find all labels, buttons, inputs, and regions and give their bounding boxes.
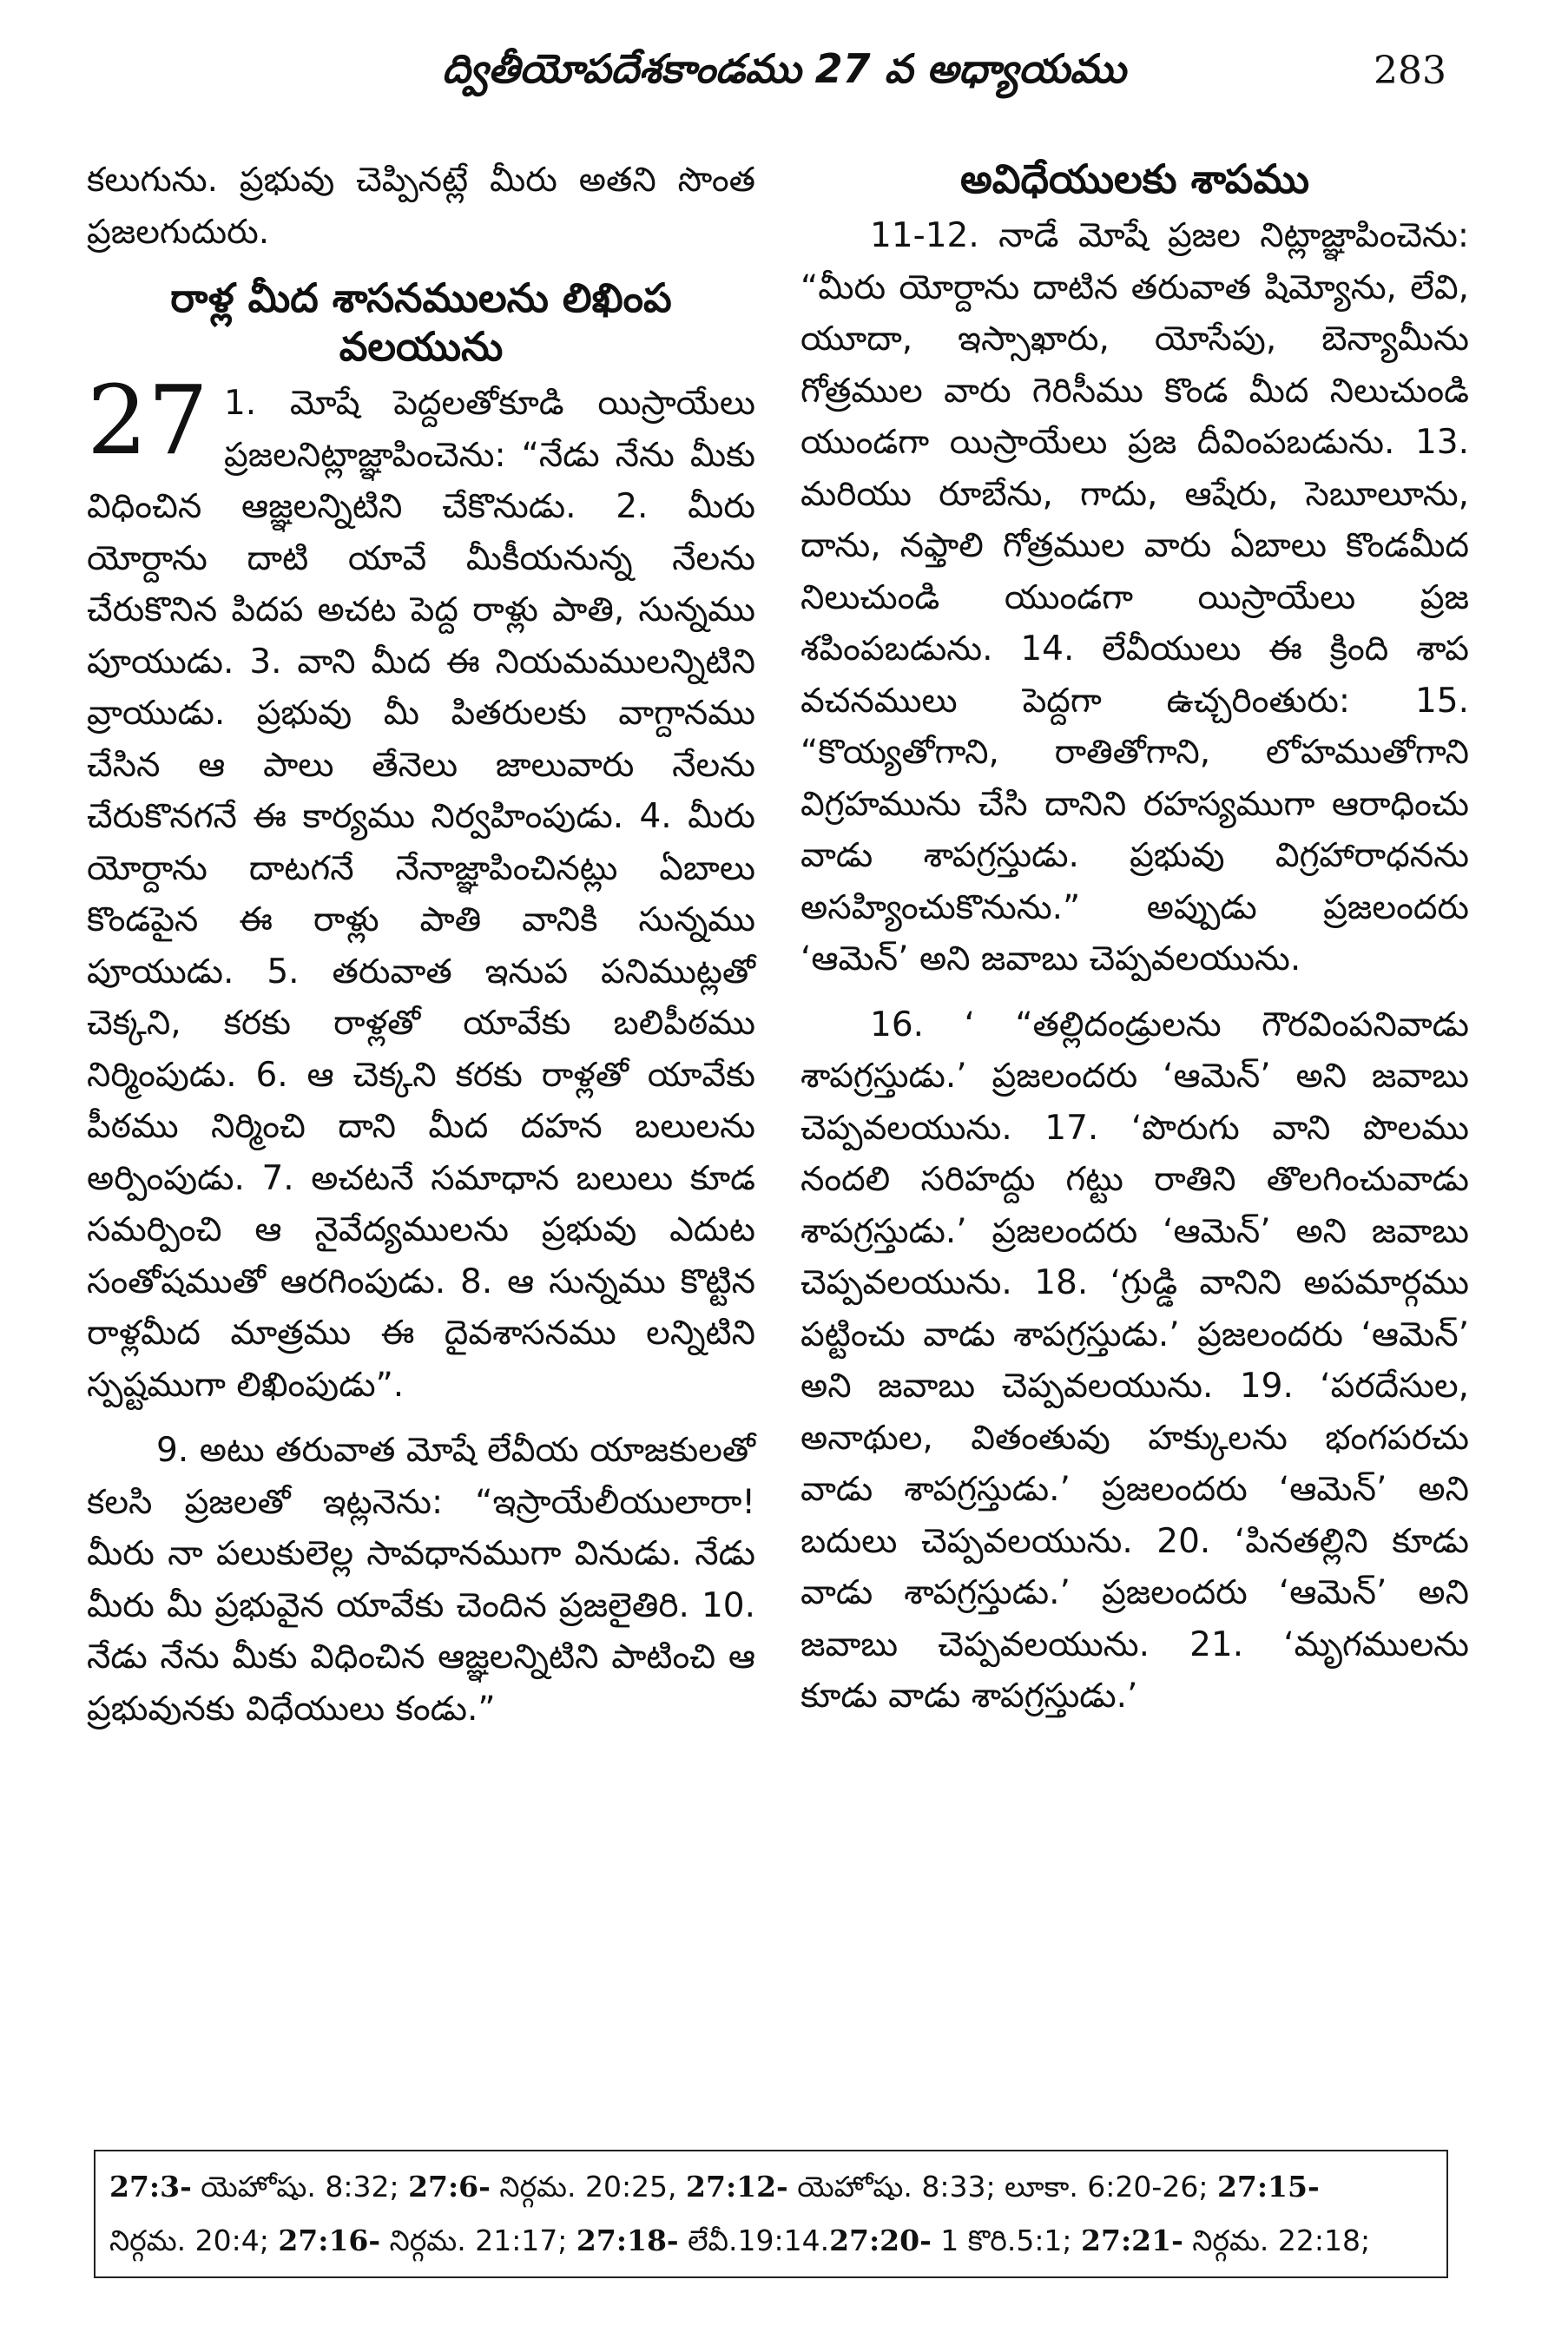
footnote-text: యెహోషు. 8:32; bbox=[191, 2170, 409, 2204]
footnote-box bbox=[94, 2150, 1448, 2278]
right-column bbox=[800, 155, 1469, 1723]
verses-11-15-paragraph: 11-12. నాడే మోషే ప్రజల నిట్లాజ్ఞాపించెను: “మీరు యోర్దాను దాటిన తరువాత షిమ్యోను, లేవి, యూదా, ఇస్సాఖారు, యోసేపు, బెన్యామీను గోత్రముల వారు గెరిసీము కొండ మీద నిలుచుండి యుండగా యిస్రాయేలు ప్రజ దీవింపబడును. 13. మరియు రూబేను, గాదు, ఆషేరు, సెబూలూను, దాను, నఫ్తాలి గోత్రముల వారు ఏబాలు కొండమీద నిలుచుండి యుండగా యిస్రాయేలు ప్రజ శపింపబడును. 14. లేవీయులు ఈ క్రింది శాప వచనములు పెద్దగా ఉచ్చరింతురు: 15. “కొయ్యతోగాని, రాతితోగాని, లోహముతోగాని విగ్రహమును చేసి దానిని రహస్యముగా ఆరాధించు వాడు శాపగ్రస్తుడు. ప్రభువు విగ్రహారాధనను అసహ్యించుకొనును.” అప్పుడు ప్రజలందరు ‘ఆమెన్’ అని జవాబు చెప్పవలయును. bbox=[800, 216, 1469, 978]
verses-9-10-paragraph: 9. అటు తరువాత మోషే లేవీయ యాజకులతో కలసి ప్రజలతో ఇట్లనెను: “ఇస్రాయేలీయులారా! మీరు నా పలుకులెల్ల సావధానముగా వినుడు. నేడు మీరు మీ ప్రభువైన యావేకు చెందిన ప్రజలైతిరి. 10. నేడు నేను మీకు విధించిన ఆజ్ఞలన్నిటిని పాటించి ఆ ప్రభువునకు విధేయులు కండు.” bbox=[87, 1431, 755, 1729]
footnote-ref: 27:21- bbox=[1081, 2224, 1183, 2257]
page-number: 283 bbox=[1374, 49, 1446, 93]
chapter-number: 27 bbox=[87, 365, 208, 476]
footnote-ref: 27:3- bbox=[109, 2170, 192, 2204]
verses-1-8-paragraph: 1. మోషే పెద్దలతోకూడి యిస్రాయేలు ప్రజలనిట్లాజ్ఞాపించెను: “నేడు నేను మీకు విధించిన ఆజ్ఞలన్నిటిని చేకొనుడు. 2. మీరు యోర్దాను దాటి యావే మీకీయనున్న నేలను చేరుకొనిన పిదప అచట పెద్ద రాళ్లు పాతి, సున్నము పూయుడు. 3. వాని మీద ఈ నియమములన్నిటిని వ్రాయుడు. ప్రభువు మీ పితరులకు వాగ్దానము చేసిన ఆ పాలు తేనెలు జాలువారు నేలను చేరుకొనగనే ఈ కార్యము నిర్వహింపుడు. 4. మీరు యోర్దాను దాటగనే నేనాజ్ఞాపించినట్లు ఏబాలు కొండపైన ఈ రాళ్లు పాతి వానికి సున్నము పూయుడు. 5. తరువాత ఇనుప పనిముట్లతో చెక్కని, కరకు రాళ్లతో యావేకు బలిపీఠము నిర్మింపుడు. 6. ఆ చెక్కని కరకు రాళ్లతో యావేకు పీఠము నిర్మించి దాని మీద దహన బలులను అర్పింపుడు. 7. అచటనే సమాధాన బలులు కూడ సమర్పించి ఆ నైవేద్యములను ప్రభువు ఎదుట సంతోషముతో ఆరగింపుడు. 8. ఆ సున్నము కొట్టిన రాళ్లమీద మాత్రము ఈ దైవశాసనము లన్నిటిని స్పష్టముగా లిఖింపుడు”. bbox=[87, 384, 755, 1405]
running-title: ద్వితీయోపదేశకాండము 27 వ అధ్యాయము bbox=[442, 45, 1126, 92]
footnote-ref: 27:6- bbox=[408, 2170, 491, 2204]
section-heading-stones: రాళ్ల మీద శాసనములను లిఖింప వలయును bbox=[170, 274, 672, 370]
footnote-text: నిర్గమ. 21:17; bbox=[380, 2224, 576, 2257]
footnote-ref: 27:12- bbox=[686, 2170, 788, 2204]
footnote-ref: 27:16- bbox=[278, 2224, 381, 2257]
footnote-text: నిర్గమ. 20:25, bbox=[490, 2170, 687, 2204]
footnote-ref: 27:20- bbox=[829, 2224, 932, 2257]
verses-16-21-paragraph: 16. ‘ “తల్లిదండ్రులను గౌరవింపనివాడు శాపగ్రస్తుడు.’ ప్రజలందరు ‘ఆమెన్’ అని జవాబు చెప్పవలయును. 17. ‘పొరుగు వాని పొలము నందలి సరిహద్దు గట్టు రాతిని తొలగించువాడు శాపగ్రస్తుడు.’ ప్రజలందరు ‘ఆమెన్’ అని జవాబు చెప్పవలయును. 18. ‘గ్రుడ్డి వానిని అపమార్గము పట్టించు వాడు శాపగ్రస్తుడు.’ ప్రజలందరు ‘ఆమెన్’ అని జవాబు చెప్పవలయును. 19. ‘పరదేసుల, అనాథుల, వితంతువు హక్కులను భంగపరచు వాడు శాపగ్రస్తుడు.’ ప్రజలందరు ‘ఆమెన్’ అని బదులు చెప్పవలయును. 20. ‘పినతల్లిని కూడు వాడు శాపగ్రస్తుడు.’ ప్రజలందరు ‘ఆమెన్’ అని జవాబు చెప్పవలయును. 21. ‘మృగములను కూడు వాడు శాపగ్రస్తుడు.’ bbox=[800, 1005, 1469, 1716]
intro-paragraph: కలుగును. ప్రభువు చెప్పినట్లే మీరు అతని సొంత ప్రజలగుదురు. bbox=[87, 161, 755, 252]
footnote-line-2 bbox=[109, 2214, 1433, 2268]
section-heading-curses: అవిధేయులకు శాపము bbox=[959, 155, 1310, 202]
footnote-line-1 bbox=[109, 2160, 1433, 2214]
footnote-ref: 27:15- bbox=[1216, 2170, 1320, 2204]
footnote-text: యెహోషు. 8:33; లూకా. 6:20-26; bbox=[787, 2170, 1217, 2204]
footnote-text: నిర్గమ. 22:18; bbox=[1183, 2224, 1371, 2257]
footnote-text: లేవీ.19:14. bbox=[678, 2224, 830, 2257]
footnote-text: నిర్గమ. 20:4; bbox=[109, 2224, 279, 2257]
footnote-text: 1 కొరి.5:1; bbox=[931, 2224, 1082, 2257]
footnote-ref: 27:18- bbox=[576, 2224, 679, 2257]
left-column bbox=[87, 155, 755, 1735]
running-header bbox=[122, 45, 1446, 115]
